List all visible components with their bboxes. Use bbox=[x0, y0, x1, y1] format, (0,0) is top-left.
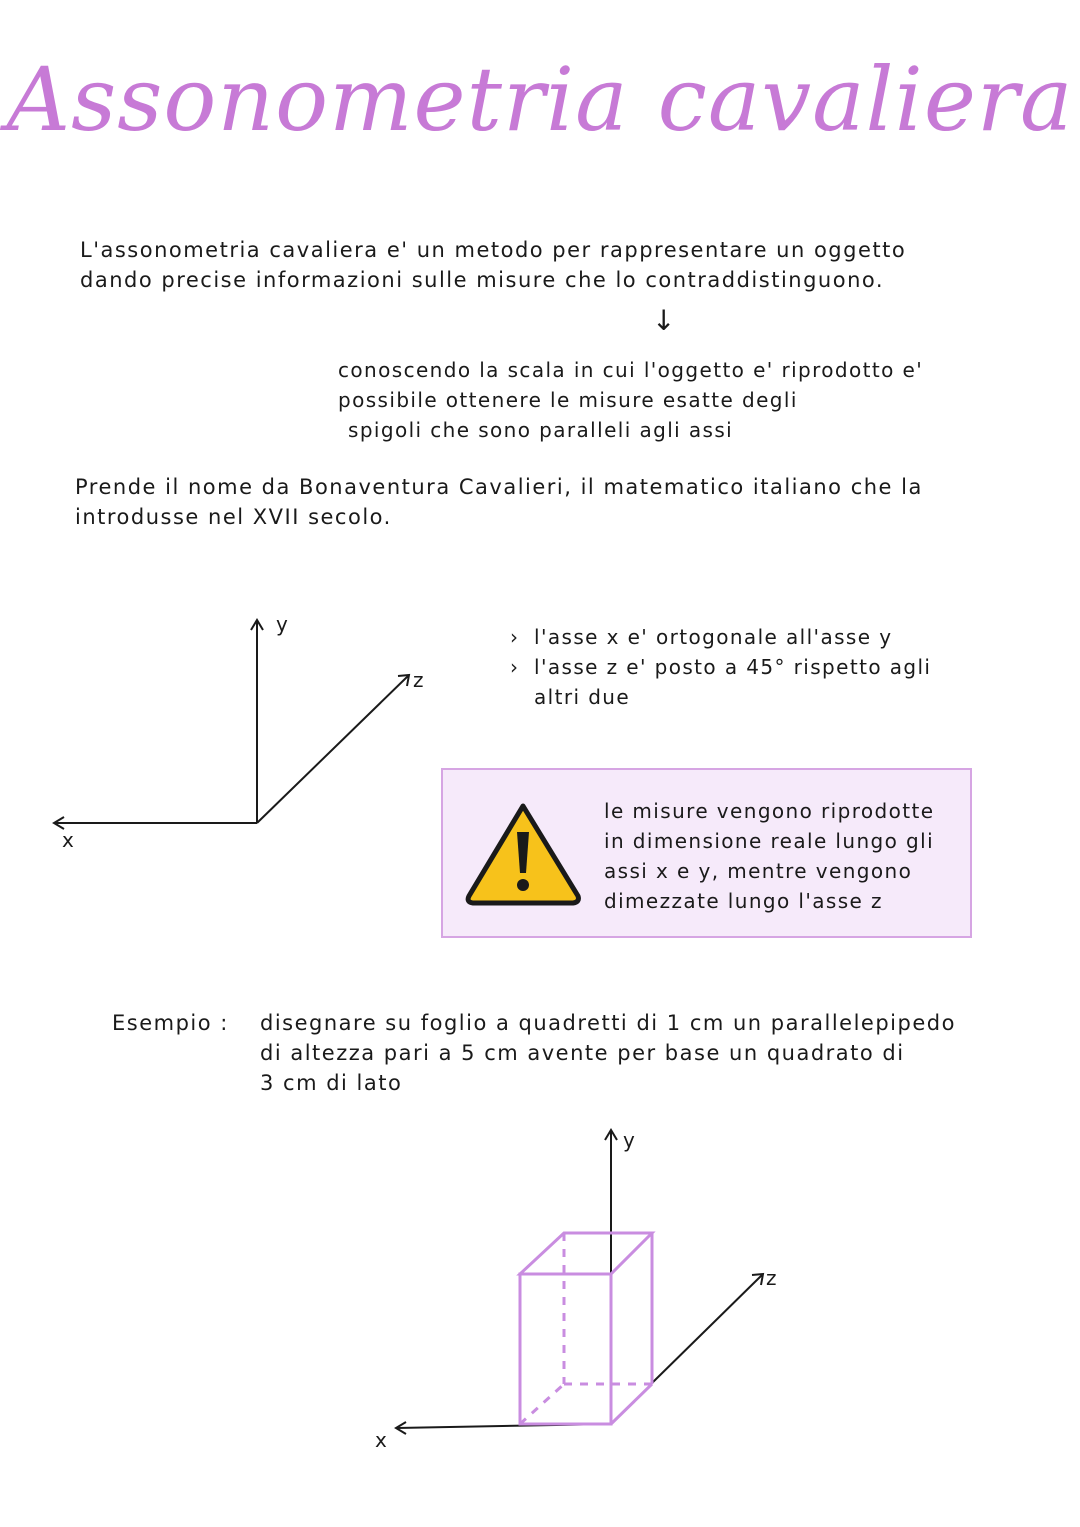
axes-note-2-line-2: altri due bbox=[534, 685, 631, 709]
page-title: Assonometria cavaliera bbox=[6, 48, 1074, 151]
example-axis-label-y: y bbox=[623, 1128, 635, 1152]
consequence-line-3: spigoli che sono paralleli agli assi bbox=[348, 418, 734, 442]
example-axis-label-x: x bbox=[375, 1428, 387, 1452]
warning-line-3: assi x e y, mentre vengono bbox=[604, 859, 913, 883]
parallelepiped bbox=[520, 1233, 652, 1424]
warning-line-1: le misure vengono riprodotte bbox=[604, 799, 935, 823]
consequence-line-2: possibile ottenere le misure esatte degli bbox=[338, 388, 798, 412]
axes-note-1: › l'asse x e' ortogonale all'asse y bbox=[506, 622, 931, 652]
axes-note-2-line-1: › l'asse z e' posto a 45° rispetto agli bbox=[534, 655, 932, 679]
example-line-3: 3 cm di lato bbox=[260, 1071, 403, 1095]
consequence-line-1: conoscendo la scala in cui l'oggetto e' riprodotto e' bbox=[338, 358, 924, 382]
warning-line-4: dimezzate lungo l'asse z bbox=[604, 889, 883, 913]
intro-line-1: L'assonometria cavaliera e' un metodo per rappresentare un oggetto bbox=[80, 238, 907, 262]
intro-line-2: dando precise informazioni sulle misure che lo contraddistinguono. bbox=[80, 268, 885, 292]
example-axis-label-z: z bbox=[766, 1266, 777, 1290]
prism-hidden-edges bbox=[520, 1233, 652, 1424]
example-label: Esempio : bbox=[112, 1011, 229, 1035]
axis-label-x: x bbox=[62, 828, 74, 852]
example-line-1: disegnare su foglio a quadretti di 1 cm un parallelepipedo bbox=[260, 1011, 956, 1035]
origin-line-2: introdusse nel XVII secolo. bbox=[75, 505, 392, 529]
prism-top-face bbox=[520, 1233, 652, 1274]
axis-label-y: y bbox=[276, 612, 288, 636]
prism-bottom-right-edge bbox=[611, 1384, 652, 1424]
example-z-axis-line bbox=[651, 1275, 762, 1384]
axis-label-z: z bbox=[413, 668, 424, 692]
example-line-2: di altezza pari a 5 cm avente per base un quadrato di bbox=[260, 1041, 905, 1065]
warning-line-2: in dimensione reale lungo gli bbox=[604, 829, 935, 853]
origin-line-1: Prende il nome da Bonaventura Cavalieri, il matematico italiano che la bbox=[75, 475, 923, 499]
down-arrow-icon: ↓ bbox=[652, 304, 676, 337]
